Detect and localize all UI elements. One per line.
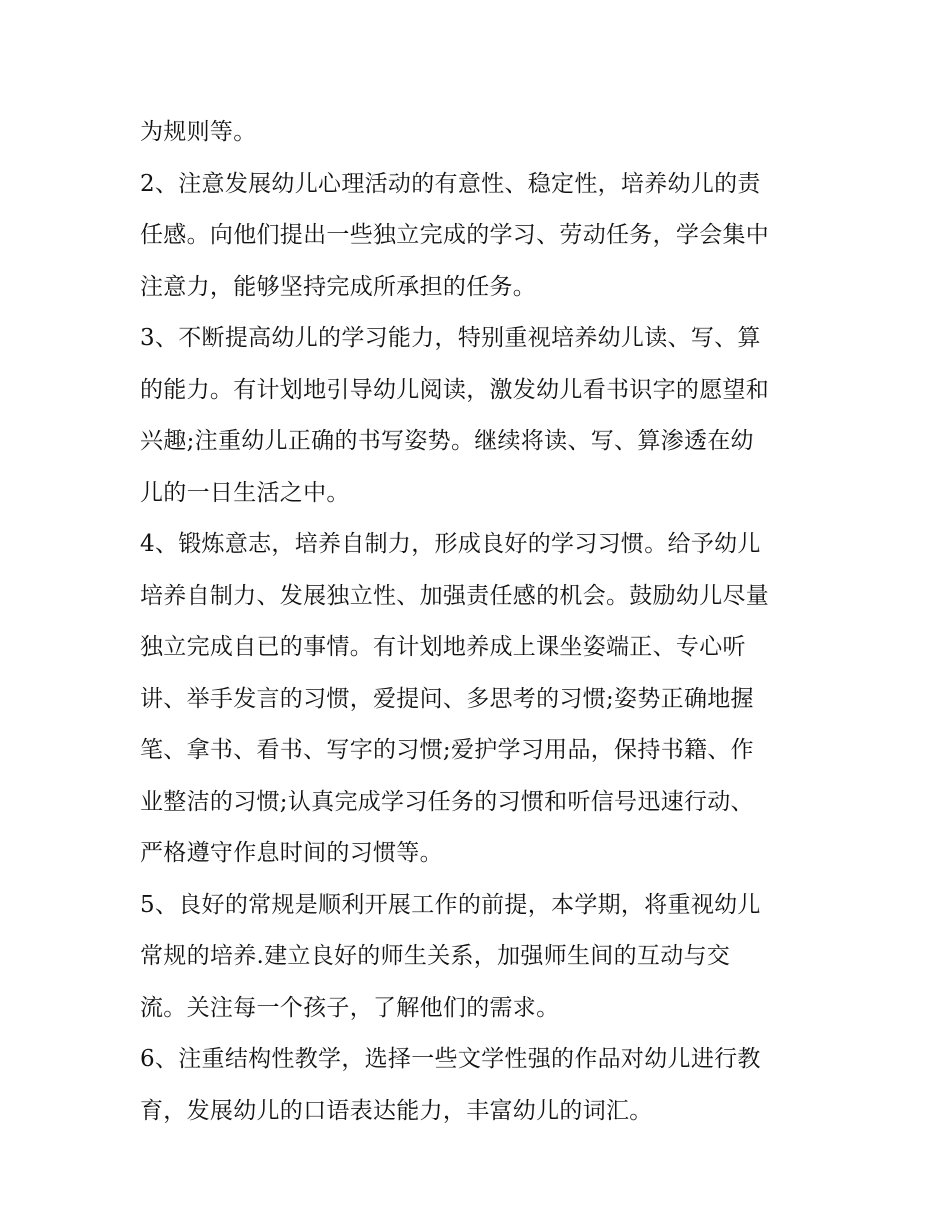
text-line: 严格遵守作息时间的习惯等。 — [140, 840, 443, 866]
text-line: 的能力。有计划地引导幼儿阅读，激发幼儿看书识字的愿望和 — [140, 376, 770, 403]
text-line: 独立完成自已的事情。有计划地养成上课坐姿端正、专心听 — [140, 634, 746, 660]
text-line: 讲、举手发言的习惯，爱提问、多思考的习惯;姿势正确地握 — [140, 685, 754, 712]
text-line: 6、注重结构性教学，选择一些文学性强的作品对幼儿进行教 — [140, 1046, 761, 1072]
text-line: 兴趣;注重幼儿正确的书写姿势。继续将读、写、算渗透在幼 — [140, 428, 754, 454]
text-line: 笔、拿书、看书、写字的习惯;爱护学习用品，保持书籍、作 — [140, 737, 754, 763]
text-line: 育，发展幼儿的口语表达能力，丰富幼儿的词汇。 — [140, 1097, 653, 1124]
text-line: 3、不断提高幼儿的学习能力，特别重视培养幼儿读、写、算 — [140, 325, 761, 351]
text-line: 为规则等。 — [140, 119, 257, 145]
text-line: 业整洁的习惯;认真完成学习任务的习惯和听信号迅速行动、 — [140, 788, 754, 815]
document-body — [140, 107, 830, 1137]
text-line: 培养自制力、发展独立性、加强责任感的机会。鼓励幼儿尽量 — [140, 582, 770, 609]
text-line: 4、锻炼意志，培养自制力，形成良好的学习习惯。给予幼儿 — [140, 531, 761, 557]
text-line: 儿的一日生活之中。 — [140, 479, 350, 506]
text-line: 常规的培养.建立良好的师生关系，加强师生间的互动与交 — [140, 943, 731, 969]
text-line: 任感。向他们提出一些独立完成的学习、劳动任务，学会集中 — [140, 222, 770, 248]
text-line: 流。关注每一个孩子，了解他们的需求。 — [140, 994, 560, 1021]
text-line: 5、良好的常规是顺利开展工作的前提，本学期，将重视幼儿 — [140, 891, 761, 918]
text-line: 2、注意发展幼儿心理活动的有意性、稳定性，培养幼儿的责 — [140, 170, 761, 197]
text-line: 注意力，能够坚持完成所承担的任务。 — [140, 273, 537, 300]
